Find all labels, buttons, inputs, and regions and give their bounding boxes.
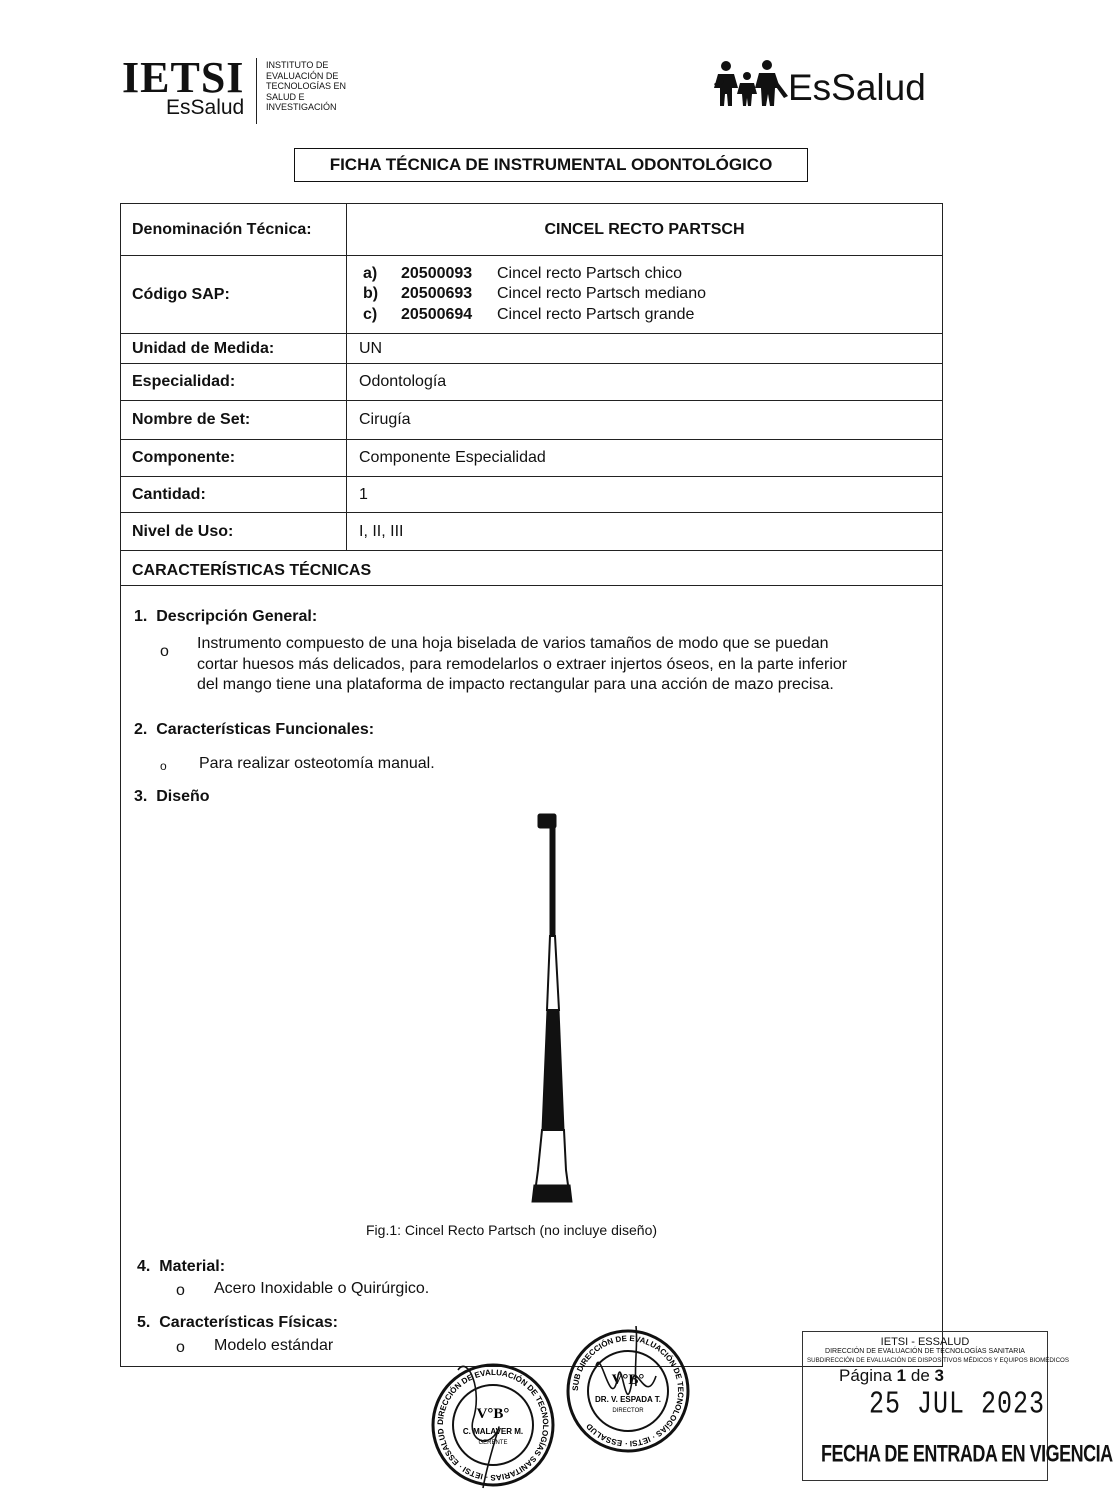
seal-right-vb: V°B° — [611, 1372, 645, 1388]
codigo-sap-label: Código SAP: — [121, 256, 347, 333]
sap-code-letter: a) — [363, 264, 378, 282]
section-diseno-title — [134, 788, 210, 806]
sap-code-item — [363, 264, 706, 285]
section-number: 1. — [134, 608, 148, 625]
bullet-marker: o — [176, 1282, 185, 1299]
denominacion-label: Denominación Técnica: — [121, 204, 347, 255]
section-funcionales-title — [134, 721, 374, 739]
cantidad-label: Cantidad: — [121, 477, 347, 512]
especialidad-value: Odontología — [359, 373, 447, 390]
ietsi-desc-line: SALUD E — [266, 91, 305, 102]
funcionales-text: Para realizar osteotomía manual. — [199, 755, 435, 772]
componente-value: Componente Especialidad — [359, 449, 546, 466]
material-text: Acero Inoxidable o Quirúrgico. — [214, 1280, 430, 1297]
componente-label: Componente: — [121, 440, 347, 476]
chisel-handle-base — [532, 1185, 572, 1202]
nombre-set-value: Cirugía — [359, 411, 411, 428]
sap-code-number: 20500693 — [401, 285, 473, 303]
row-codigo-sap — [121, 256, 942, 334]
chisel-handle-grip — [542, 1010, 564, 1130]
validity-stamp — [802, 1331, 1113, 1481]
descripcion-text — [197, 634, 927, 696]
bullet-marker: o — [176, 1339, 185, 1356]
sap-code-list — [359, 264, 706, 326]
denominacion-value: CINCEL RECTO PARTSCH — [544, 220, 745, 238]
nombre-set-label: Nombre de Set: — [121, 401, 347, 439]
sap-code-item — [363, 284, 706, 305]
section-title: Características Físicas: — [159, 1314, 339, 1331]
unidad-label: Unidad de Medida: — [121, 334, 347, 363]
page-prefix: Página — [839, 1366, 897, 1385]
section-number: 2. — [134, 721, 148, 738]
chisel-illustration — [520, 810, 580, 1210]
row-cantidad — [121, 477, 942, 513]
section-title: Material: — [159, 1258, 226, 1275]
unidad-value: UN — [359, 339, 383, 357]
figure-caption: Fig.1: Cincel Recto Partsch (no incluye diseño) — [366, 1222, 658, 1238]
seal-left — [428, 1360, 558, 1490]
page-total: 3 — [934, 1366, 944, 1385]
sap-code-number: 20500694 — [401, 305, 473, 323]
row-unidad — [121, 334, 942, 364]
fisicas-text: Modelo estándar — [214, 1337, 334, 1354]
especialidad-label: Especialidad: — [121, 364, 347, 400]
sap-code-letter: c) — [363, 305, 378, 323]
row-nombre-set — [121, 401, 942, 440]
descripcion-line: Instrumento compuesto de una hoja biselada de varios tamaños de modo que se puedan — [197, 635, 829, 652]
row-especialidad — [121, 364, 942, 401]
chisel-handle-upper — [547, 936, 559, 1010]
cantidad-value: 1 — [359, 485, 368, 503]
section-descripcion-title — [134, 608, 317, 626]
caracteristicas-heading: CARACTERÍSTICAS TÉCNICAS — [121, 555, 942, 586]
sap-code-description: Cincel recto Partsch mediano — [497, 285, 706, 303]
page-separator: de — [906, 1366, 935, 1385]
codigo-sap-value — [347, 256, 942, 333]
document-title: FICHA TÉCNICA DE INSTRUMENTAL ODONTOLÓGICO — [294, 148, 808, 182]
row-denominacion — [121, 204, 942, 256]
sap-code-description: Cincel recto Partsch chico — [497, 264, 682, 282]
descripcion-line: cortar huesos más delicados, para remodelarlos o extraer injertos óseos, en la parte inferior — [197, 655, 848, 673]
sap-code-letter: b) — [363, 285, 379, 303]
seal-right — [566, 1326, 696, 1456]
stamp-subdirection: SUBDIRECCIÓN DE EVALUACIÓN DE DISPOSITIVOS MÉDICOS Y EQUIPOS BIOMÉDICOS — [807, 1357, 1069, 1364]
row-componente — [121, 440, 942, 477]
ietsi-desc-line: INSTITUTO DE — [266, 60, 329, 70]
stamp-date: 25 JUL 2023 — [869, 1386, 1046, 1423]
section-title: Diseño — [156, 788, 210, 805]
stamp-institution: IETSI - ESSALUD — [880, 1336, 970, 1348]
seal-right-ring-text: SUB DIRECCIÓN DE EVALUACIÓN DE TECNOLOGÍAS · IETSI · ESSALUD — [570, 1333, 686, 1449]
page-current: 1 — [896, 1366, 907, 1385]
chisel-blade-shaft — [550, 816, 555, 936]
section-fisicas-title — [137, 1314, 338, 1332]
seal-left-name: C. MALAVER M. — [462, 1427, 524, 1436]
seal-left-vb: V°B° — [476, 1406, 510, 1422]
seal-left-ring-text: DIRECCIÓN DE EVALUACIÓN DE TECNOLOGÍAS SANITARIAS · IETSI · ESSALUD — [435, 1367, 551, 1483]
sap-code-item — [363, 305, 706, 326]
ietsi-desc-line: INVESTIGACIÓN — [266, 102, 337, 112]
sap-code-number: 20500093 — [401, 264, 473, 282]
nivel-uso-label: Nivel de Uso: — [121, 513, 347, 550]
ietsi-logo — [122, 53, 372, 128]
ietsi-logo-description — [266, 60, 376, 113]
sap-code-description: Cincel recto Partsch grande — [497, 305, 695, 323]
seal-left-role: GERENTE — [478, 1440, 508, 1446]
section-number: 5. — [137, 1314, 151, 1331]
stamp-direction: DIRECCIÓN DE EVALUACIÓN DE TECNOLOGÍAS SANITARIA — [825, 1348, 1025, 1355]
logo-divider — [256, 58, 257, 124]
section-number: 3. — [134, 788, 148, 805]
ietsi-desc-line: TECNOLOGÍAS EN — [266, 81, 347, 91]
section-title: Descripción General: — [156, 608, 318, 625]
ietsi-logo-essalud: EsSalud — [166, 96, 245, 119]
bullet-marker: o — [160, 759, 167, 773]
section-title: Características Funcionales: — [156, 721, 375, 738]
essalud-logo-word: EsSalud — [788, 67, 926, 108]
section-number: 4. — [137, 1258, 151, 1275]
section-material-title — [137, 1258, 225, 1276]
descripcion-line: del mango tiene una plataforma de impacto rectangular para una acción de mazo precisa. — [197, 676, 834, 693]
essalud-family-icon — [714, 58, 790, 110]
row-nivel-uso — [121, 513, 942, 551]
seal-right-role: DIRECTOR — [612, 1408, 644, 1414]
stamp-vigencia: FECHA DE ENTRADA EN VIGENCIA — [821, 1440, 1113, 1467]
ietsi-logo-word: IETSI — [122, 53, 245, 102]
page-indicator — [839, 1366, 944, 1386]
nivel-uso-value: I, II, III — [359, 522, 404, 540]
bullet-marker: o — [160, 643, 169, 660]
essalud-logo — [714, 58, 934, 110]
seal-right-name: DR. V. ESPADA T. — [595, 1395, 661, 1404]
ietsi-desc-line: EVALUACIÓN DE — [266, 70, 339, 81]
